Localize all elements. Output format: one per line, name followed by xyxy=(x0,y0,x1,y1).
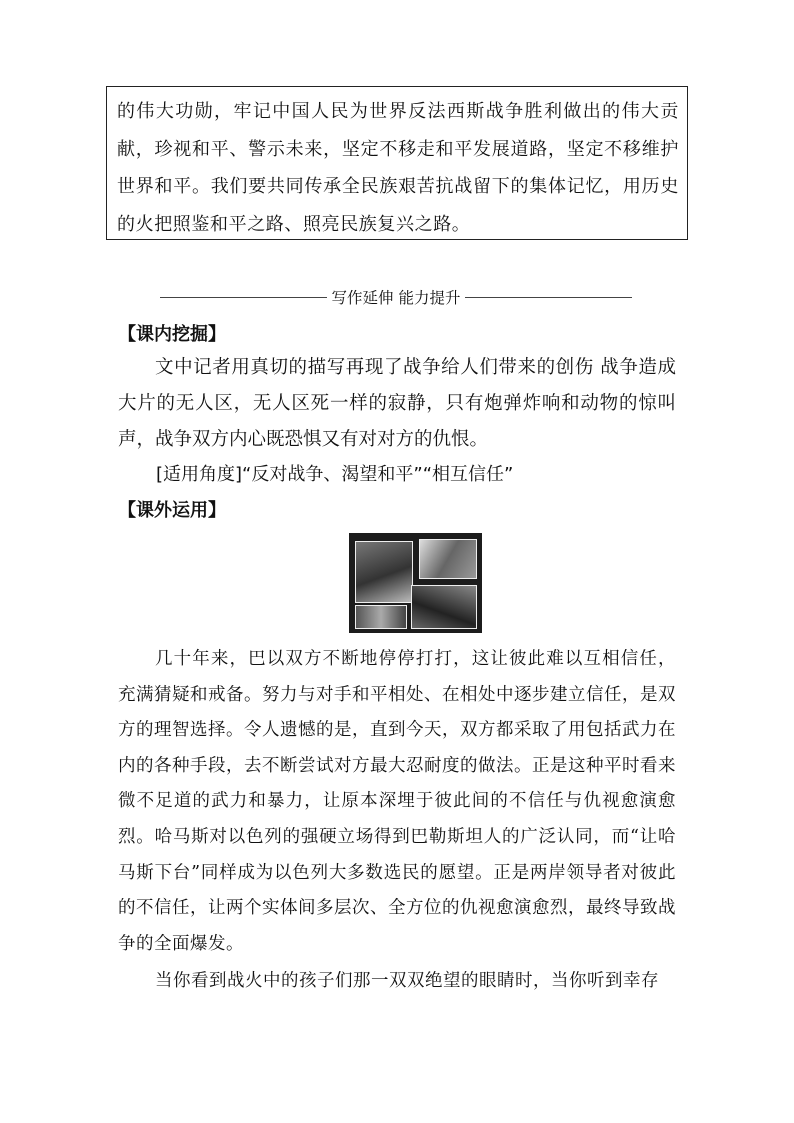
quoted-text-box xyxy=(106,86,688,240)
photo-tile xyxy=(355,605,407,629)
section-divider xyxy=(160,284,632,310)
paragraph-out-class-2: 当你看到战火中的孩子们那一双双绝望的眼睛时，当你听到幸存 xyxy=(155,971,659,991)
paragraph-out-class-1: 几十年来，巴以双方不断地停停打打，这让彼此难以互相信任，充满猜疑和戒备。努力与对手和平相处、在相处中逐步建立信任，是双方的理智选择。令人遗憾的是，直到今天，双方都采取了用包括武力在内的各种手段，去不断尝试对方最大忍耐度的做法。正是这种平时看来微不足道的武力和暴力，让原本深埋于彼此间的不信任与仇视愈演愈烈。哈马斯对以色列的强硬立场得到巴勒斯坦人的广泛认同，而“让哈马斯下台”同样成为以色列大多数选民的愿望。正是两岸领导者对彼此的不信任，让两个实体间多层次、全方位的仇视愈演愈烈，最终导致战争的全面爆发。 xyxy=(118,649,676,954)
section-divider-label: 写作延伸 能力提升 xyxy=(331,289,461,307)
paragraph-in-class: 文中记者用真切的描写再现了战争给人们带来的创伤 战争造成大片的无人区，无人区死一样的寂静，只有炮弹炸响和动物的惊叫声，战争双方内心既恐惧又有对对方的仇恨。 xyxy=(118,357,676,450)
photo-tile xyxy=(419,539,477,579)
divider-line-left xyxy=(160,297,327,298)
war-photo-collage xyxy=(349,533,482,633)
photo-tile xyxy=(355,541,413,603)
photo-tile xyxy=(411,585,477,629)
applicable-angle: [适用角度]“反对战争、渴望和平”“相互信任” xyxy=(156,464,514,485)
heading-in-class: 【课内挖掘】 xyxy=(118,324,226,345)
heading-out-class: 【课外运用】 xyxy=(118,500,226,521)
box-paragraph: 的伟大功勋，牢记中国人民为世界反法西斯战争胜利做出的伟大贡献，珍视和平、警示未来，坚定不移走和平发展道路，坚定不移维护世界和平。我们要共同传承全民族艰苦抗战留下的集体记忆，用历史的火把照鉴和平之路、照亮民族复兴之路。 xyxy=(117,101,679,235)
divider-line-right xyxy=(465,297,632,298)
